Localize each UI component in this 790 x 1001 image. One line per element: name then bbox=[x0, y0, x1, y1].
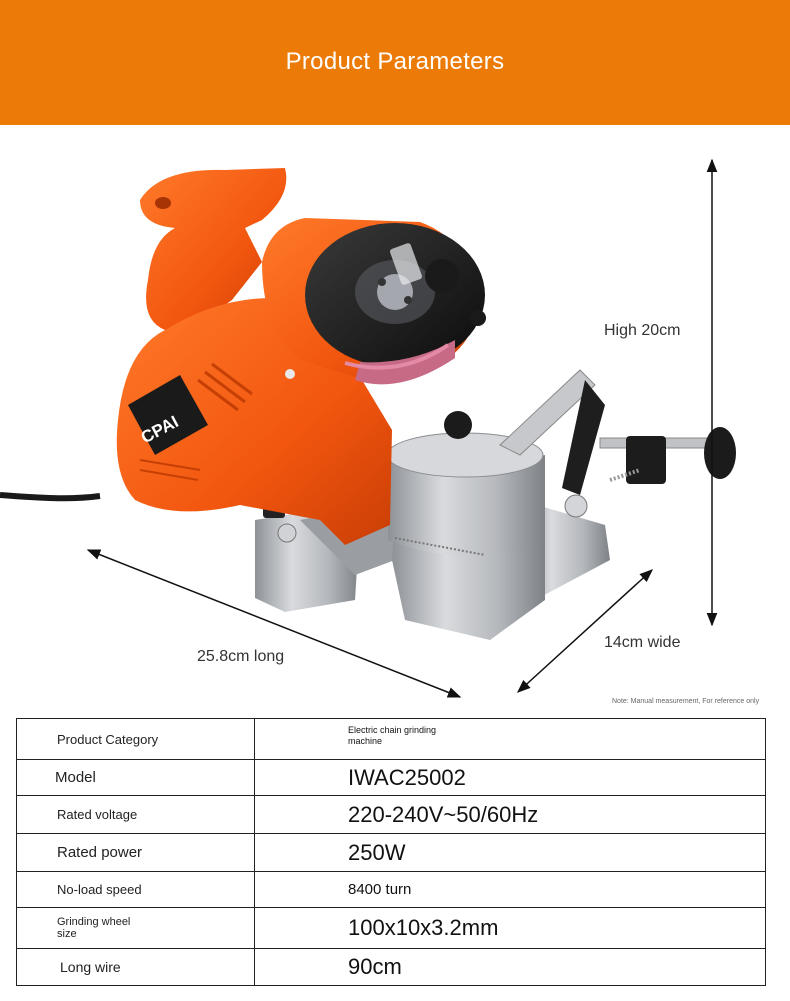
table-row bbox=[17, 908, 766, 949]
length-label: 25.8cm long bbox=[197, 648, 285, 665]
param-value: 100x10x3.2mm bbox=[255, 908, 766, 949]
param-value: 8400 turn bbox=[255, 872, 766, 908]
power-cord bbox=[0, 495, 100, 498]
height-label: High 20cm bbox=[604, 322, 681, 339]
param-label: Long wire bbox=[17, 949, 255, 986]
product-photo bbox=[0, 125, 790, 715]
param-value: IWAC25002 bbox=[255, 760, 766, 796]
header-banner bbox=[0, 0, 790, 125]
param-value: 250W bbox=[255, 834, 766, 872]
brand-logo: CPAI bbox=[137, 412, 182, 448]
table-row bbox=[17, 949, 766, 986]
table-row bbox=[17, 760, 766, 796]
param-label bbox=[17, 908, 255, 949]
parameters-table bbox=[16, 718, 766, 986]
param-label: No-load speed bbox=[17, 872, 255, 908]
measurement-note: Note: Manual measurement, For reference only bbox=[612, 698, 760, 705]
param-label: Rated power bbox=[17, 834, 255, 872]
table-row bbox=[17, 719, 766, 760]
table-row bbox=[17, 872, 766, 908]
param-value: 90cm bbox=[255, 949, 766, 986]
table-row bbox=[17, 796, 766, 834]
param-label-text: Grinding wheel size bbox=[57, 916, 131, 940]
table-row bbox=[17, 834, 766, 872]
param-value bbox=[255, 719, 766, 760]
width-label: 14cm wide bbox=[604, 634, 681, 651]
param-label: Model bbox=[17, 760, 255, 796]
param-label: Product Category bbox=[17, 719, 255, 760]
page-title: Product Parameters bbox=[285, 47, 505, 75]
param-value: 220-240V~50/60Hz bbox=[255, 796, 766, 834]
param-label: Rated voltage bbox=[17, 796, 255, 834]
param-value-text: Electric chain grinding machine bbox=[348, 725, 437, 746]
